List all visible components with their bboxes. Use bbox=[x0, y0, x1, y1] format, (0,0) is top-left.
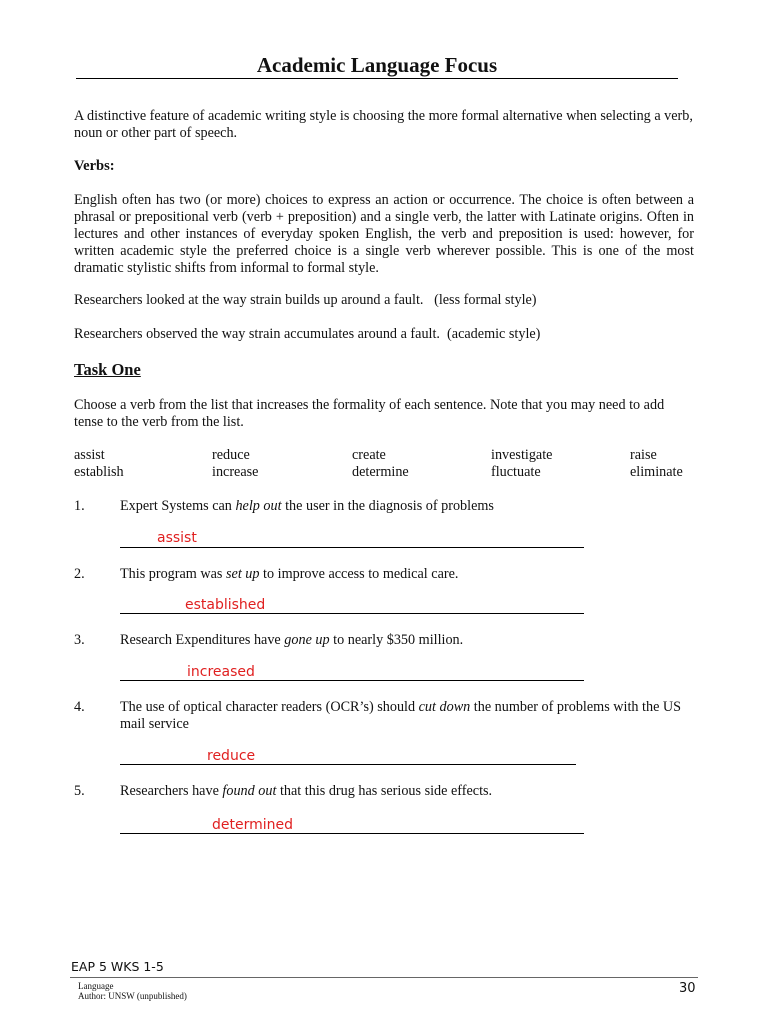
question-text: Research Expenditures have gone up to nearly $350 million. bbox=[120, 632, 464, 648]
question-text: Expert Systems can help out the user in the diagnosis of problems bbox=[120, 498, 494, 514]
word-list-item: raise bbox=[630, 447, 657, 463]
phrasal-verb: found out bbox=[222, 783, 277, 799]
word-list-item: assist bbox=[74, 447, 105, 463]
example-informal: Researchers looked at the way strain builds up around a fault. (less formal style) bbox=[74, 292, 537, 308]
page-title: Academic Language Focus bbox=[256, 53, 498, 77]
answer-text: reduce bbox=[207, 748, 256, 764]
word-list-item: fluctuate bbox=[491, 464, 541, 480]
footer-course-code: EAP 5 WKS 1-5 bbox=[71, 959, 164, 974]
answer-line[interactable] bbox=[120, 818, 584, 834]
verbs-paragraph: English often has two (or more) choices to express an action or occurrence. The choice is often between a phrasal or prepositional verb (verb + preposition) and a single verb, the latter with Latinate origins. Often in lectures and other instances of everyday spoken English, the verb and preposition is used: however, for written academic style the preferred choice is a single verb wherever possible. This is one of the most dramatic stylistic shifts from informal to formal style. bbox=[74, 192, 694, 276]
phrasal-verb: gone up bbox=[284, 632, 330, 648]
word-list-item: eliminate bbox=[630, 464, 683, 480]
question-number: 3. bbox=[74, 632, 85, 648]
answer-text: established bbox=[185, 597, 266, 613]
footer-line-1: Language bbox=[78, 981, 114, 991]
question-number: 1. bbox=[74, 498, 85, 514]
answer-text: increased bbox=[187, 664, 255, 680]
task-heading: Task One bbox=[74, 360, 141, 379]
question-text: This program was set up to improve access to medical care. bbox=[120, 566, 459, 582]
title-container bbox=[76, 52, 678, 79]
word-list-item: reduce bbox=[212, 447, 250, 463]
question-text: Researchers have found out that this drug has serious side effects. bbox=[120, 783, 493, 799]
question-text: The use of optical character readers (OCR’s) should cut down the number of problems with the US mail service bbox=[120, 699, 682, 732]
footer-line-2: Author: UNSW (unpublished) bbox=[78, 991, 187, 1001]
example-formal: Researchers observed the way strain accumulates around a fault. (academic style) bbox=[74, 326, 541, 342]
question-number: 4. bbox=[74, 699, 85, 715]
page-number: 30 bbox=[679, 981, 696, 996]
phrasal-verb: help out bbox=[235, 498, 282, 514]
task-instructions: Choose a verb from the list that increases the formality of each sentence. Note that you may need to add tense to the verb from the list. bbox=[74, 397, 665, 430]
intro-paragraph: A distinctive feature of academic writing style is choosing the more formal alternative when selecting a verb, noun or other part of speech. bbox=[74, 108, 693, 141]
answer-line[interactable] bbox=[120, 749, 576, 765]
verbs-heading: Verbs: bbox=[74, 158, 115, 174]
question-number: 2. bbox=[74, 566, 85, 582]
phrasal-verb: set up bbox=[226, 566, 260, 582]
word-list-item: create bbox=[352, 447, 386, 463]
question-number: 5. bbox=[74, 783, 85, 799]
answer-text: determined bbox=[212, 817, 294, 833]
word-list-item: determine bbox=[352, 464, 409, 480]
word-list-item: establish bbox=[74, 464, 124, 480]
footer-divider bbox=[70, 977, 698, 978]
word-list-item: investigate bbox=[491, 447, 553, 463]
phrasal-verb: cut down bbox=[418, 699, 471, 715]
word-list-item: increase bbox=[212, 464, 259, 480]
answer-text: assist bbox=[157, 530, 197, 546]
